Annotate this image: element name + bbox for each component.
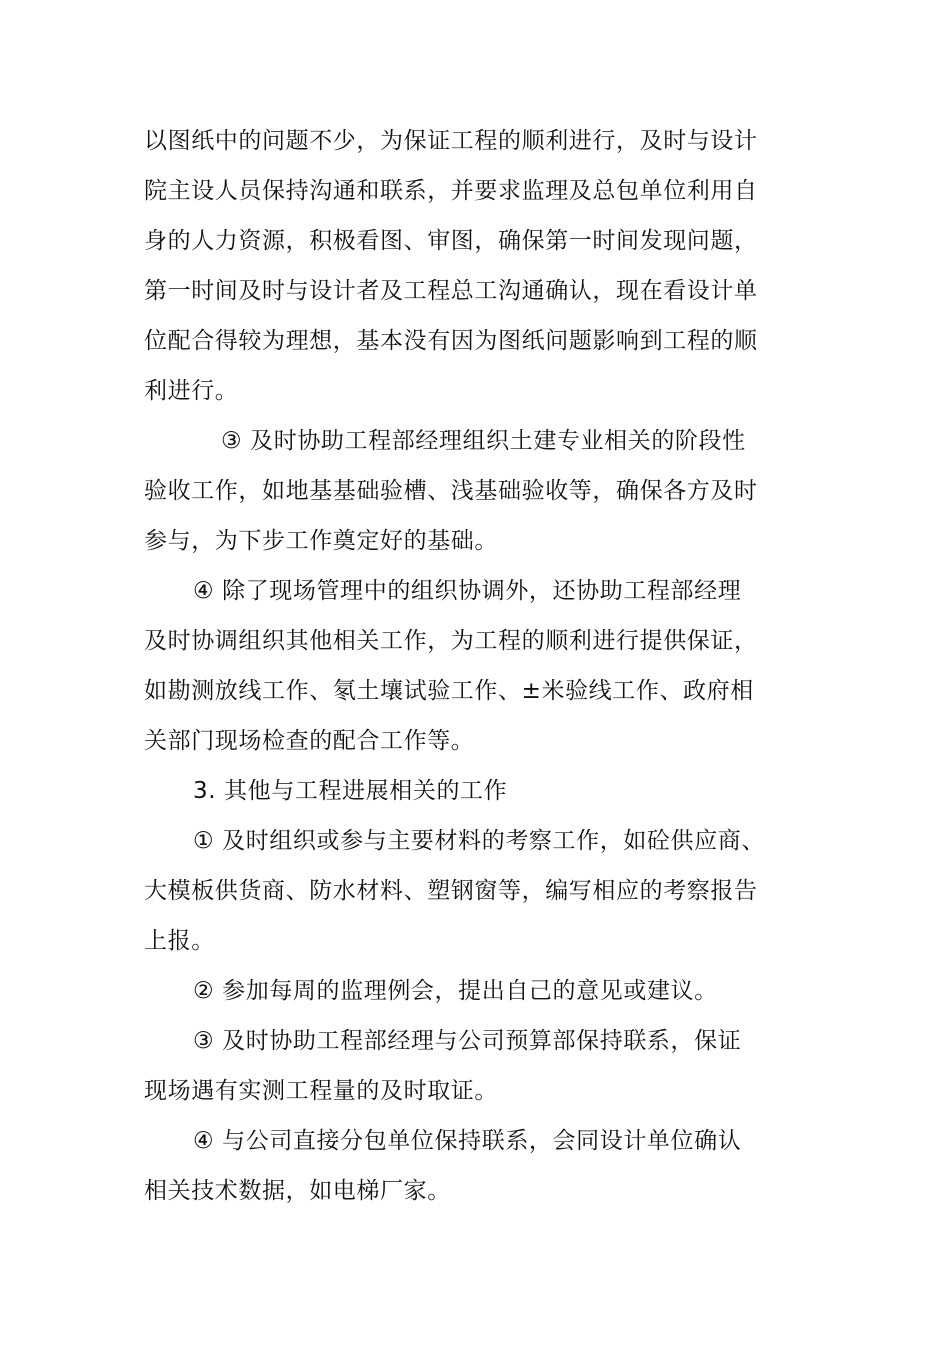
text-line: 位配合得较为理想，基本没有因为图纸问题影响到工程的顺 — [144, 328, 758, 354]
text-line: ② 参加每周的监理例会，提出自己的意见或建议。 — [193, 978, 718, 1004]
text-line: 验收工作，如地基基础验槽、浅基础验收等，确保各方及时 — [144, 478, 758, 504]
text-line: ① 及时组织或参与主要材料的考察工作，如砼供应商、 — [193, 828, 765, 854]
text-line: ④ 与公司直接分包单位保持联系，会同设计单位确认 — [193, 1128, 742, 1154]
text-line: 参与，为下步工作奠定好的基础。 — [144, 528, 498, 554]
text-line: 利进行。 — [144, 378, 239, 404]
text-line: ③ 及时协助工程部经理组织土建专业相关的阶段性 — [221, 428, 746, 454]
text-line: 及时协调组织其他相关工作，为工程的顺利进行提供保证， — [144, 628, 758, 654]
text-line: 如勘测放线工作、氡土壤试验工作、±米验线工作、政府相 — [144, 678, 754, 704]
text-line: 现场遇有实测工程量的及时取证。 — [144, 1078, 498, 1104]
section-heading: 3. 其他与工程进展相关的工作 — [193, 778, 508, 804]
text-line: 大模板供货商、防水材料、塑钢窗等，编写相应的考察报告 — [144, 878, 758, 904]
text-line: ③ 及时协助工程部经理与公司预算部保持联系，保证 — [193, 1028, 742, 1054]
text-line: 相关技术数据，如电梯厂家。 — [144, 1178, 451, 1204]
text-line: 以图纸中的问题不少，为保证工程的顺利进行，及时与设计 — [144, 128, 758, 154]
text-line: 第一时间及时与设计者及工程总工沟通确认，现在看设计单 — [144, 278, 758, 304]
text-line: 上报。 — [144, 928, 215, 954]
text-line: ④ 除了现场管理中的组织协调外，还协助工程部经理 — [193, 578, 742, 604]
text-line: 关部门现场检查的配合工作等。 — [144, 728, 475, 754]
text-line: 身的人力资源，积极看图、审图，确保第一时间发现问题， — [144, 228, 758, 254]
text-line: 院主设人员保持沟通和联系，并要求监理及总包单位利用自 — [144, 178, 758, 204]
